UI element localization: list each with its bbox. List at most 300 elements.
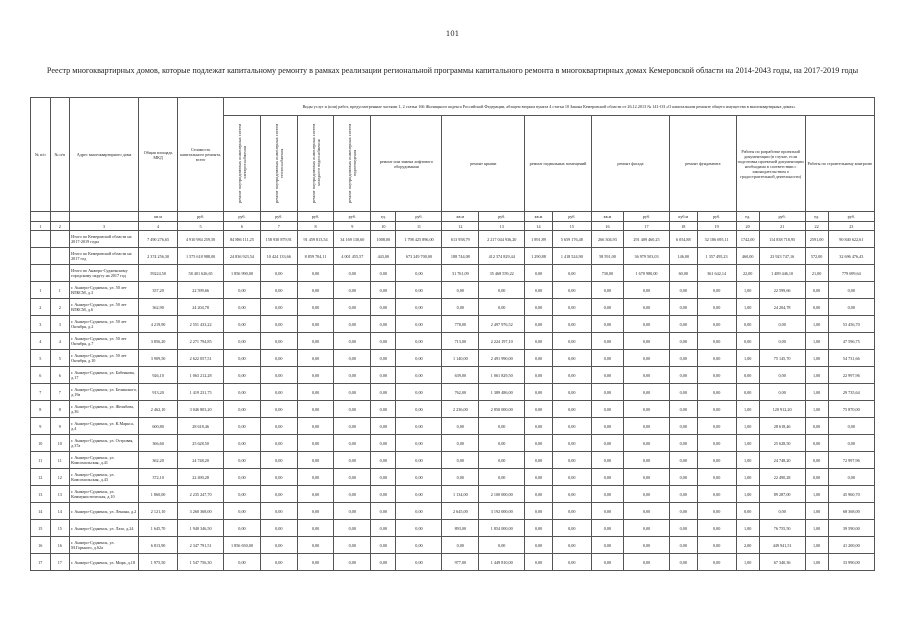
table-cell: 0,00 — [525, 435, 553, 452]
table-cell: 0,00 — [552, 316, 591, 333]
table-cell: 1,00 — [736, 452, 759, 469]
table-row — [31, 435, 875, 452]
table-cell: 2 374 256,30 — [139, 248, 178, 265]
table-cell: г. Анжеро-Судженск, ул. Желябова, д.36 — [70, 401, 139, 418]
table-cell: 0,00 — [371, 384, 396, 401]
table-row — [31, 503, 875, 520]
table-cell: 24 204,78 — [759, 299, 805, 316]
table-cell: 0,00 — [396, 418, 442, 435]
table-cell: 0,00 — [396, 299, 442, 316]
table-cell: 0,00 — [552, 469, 591, 486]
table-cell: 2 224 197,10 — [479, 333, 525, 350]
table-cell: 613 958,79 — [442, 231, 479, 248]
table-cell: 0,00 — [396, 316, 442, 333]
table-cell: 0,00 — [297, 367, 334, 384]
table-cell: 0,00 — [591, 503, 623, 520]
table-cell: 76 755,50 — [759, 520, 805, 537]
table-cell: г. Анжеро-Судженск, ул. 50 лет Октября, д.2 — [70, 316, 139, 333]
table-cell: 926,10 — [139, 367, 178, 384]
table-cell: 1,00 — [736, 435, 759, 452]
table-cell: 639,00 — [442, 367, 479, 384]
table-cell: 0,00 — [371, 486, 396, 503]
table-cell: 0,00 — [591, 282, 623, 299]
table-cell: 2 622 057,51 — [178, 350, 224, 367]
table-cell: 0,00 — [552, 350, 591, 367]
table-cell: 0,00 — [697, 554, 736, 571]
table-cell: 2,00 — [736, 537, 759, 554]
table-cell: 0,00 — [697, 452, 736, 469]
table-cell: 58 401 626,65 — [178, 265, 224, 282]
table-cell: 0,00 — [260, 299, 297, 316]
table-cell: 0,00 — [297, 418, 334, 435]
table-cell: 0,00 — [591, 333, 623, 350]
table-cell: 0,00 — [525, 384, 553, 401]
table-cell: 0,00 — [479, 435, 525, 452]
table-cell: 0,00 — [736, 367, 759, 384]
table-row — [31, 486, 875, 503]
table-cell: 0,00 — [396, 452, 442, 469]
table-cell: 0,00 — [371, 401, 396, 418]
table-cell: 2 497 976,52 — [479, 316, 525, 333]
table-cell: 0,00 — [334, 520, 371, 537]
table-cell: 1,00 — [736, 486, 759, 503]
table-cell: 0,00 — [396, 469, 442, 486]
table-cell: 4 001 455,57 — [334, 248, 371, 265]
table-row — [31, 537, 875, 554]
table-cell: 0,00 — [525, 503, 553, 520]
table-cell: 0,00 — [297, 435, 334, 452]
table-cell: 913,20 — [139, 384, 178, 401]
table-cell: 1,00 — [736, 401, 759, 418]
table-cell: 2 — [31, 299, 51, 316]
table-cell: 0,00 — [396, 384, 442, 401]
table-cell: 24 748,20 — [759, 452, 805, 469]
table-cell: 449 941,51 — [759, 537, 805, 554]
table-cell: 0,00 — [334, 486, 371, 503]
table-cell: 0,00 — [624, 418, 670, 435]
header-address: Адрес многоквартирного дома — [70, 98, 139, 212]
table-cell: 1 061 829,50 — [479, 367, 525, 384]
table-cell: 0,00 — [260, 401, 297, 418]
table-cell: 0,00 — [479, 537, 525, 554]
table-cell: 0,00 — [759, 316, 805, 333]
table-cell: 7 490 276,65 — [139, 231, 178, 248]
table-cell: 0,00 — [670, 503, 698, 520]
table-cell: 34 169 130,60 — [334, 231, 371, 248]
table-cell: 0,00 — [297, 537, 334, 554]
table-cell: 361 642,14 — [697, 265, 736, 282]
table-cell: 0,00 — [552, 452, 591, 469]
table-cell: 12 — [31, 469, 51, 486]
table-cell: 0,00 — [552, 520, 591, 537]
table-cell: г. Анжеро-Судженск, ул. Мира, д.18 — [70, 554, 139, 571]
table-cell: 24 204,78 — [178, 299, 224, 316]
table-cell: 412 374 829,44 — [479, 248, 525, 265]
table-cell: 22 997,96 — [828, 367, 874, 384]
table-cell: г. Анжеро-Судженск, ул. Комсомольская, д.43 — [70, 469, 139, 486]
table-cell: 0,00 — [371, 299, 396, 316]
table-cell: 22 599,66 — [759, 282, 805, 299]
table-cell: 0,00 — [334, 299, 371, 316]
table-cell: 0,00 — [670, 418, 698, 435]
table-cell: 13 — [50, 486, 70, 503]
table-cell: 0,00 — [260, 520, 297, 537]
table-cell: 146,00 — [670, 248, 698, 265]
table-cell: 1 975,50 — [139, 554, 178, 571]
table-cell: 0,00 — [670, 469, 698, 486]
table-cell: 0,00 — [670, 282, 698, 299]
table-cell: 0,00 — [371, 503, 396, 520]
table-cell: г. Анжеро-Судженск, ул. Коммунистическая, д.10 — [70, 486, 139, 503]
table-cell: 0,00 — [624, 299, 670, 316]
table-cell: 0,00 — [297, 452, 334, 469]
table-cell: 114 838 718,95 — [759, 231, 805, 248]
table-cell: 0,00 — [591, 554, 623, 571]
table-cell: 0,00 — [371, 469, 396, 486]
table-cell: 0,00 — [260, 316, 297, 333]
table-cell: 0,00 — [224, 282, 261, 299]
table-cell: 9 — [31, 418, 51, 435]
table-cell: 1 389 486,00 — [479, 384, 525, 401]
table-cell: 0,00 — [670, 537, 698, 554]
table-cell: 0,00 — [297, 401, 334, 418]
table-cell: 0,00 — [396, 435, 442, 452]
table-cell: 0,00 — [479, 418, 525, 435]
table-cell: 0,00 — [591, 384, 623, 401]
table-row — [31, 350, 875, 367]
table-cell: 3 — [31, 316, 51, 333]
table-cell: 12 — [50, 469, 70, 486]
table-cell: 0,00 — [297, 282, 334, 299]
table-cell: 0,00 — [442, 435, 479, 452]
table-cell: 17 — [31, 554, 51, 571]
table-cell: 24 748,20 — [178, 452, 224, 469]
table-cell: 0,00 — [552, 486, 591, 503]
table-cell: 8 859 704,11 — [297, 248, 334, 265]
units-row: кв.м руб. руб. руб. руб. руб. ед. руб. кв.м руб. кв.м руб. кв.м руб. куб.м руб. ед. руб. ед. руб. — [31, 212, 875, 222]
table-cell: 2 551 433,22 — [178, 316, 224, 333]
table-cell: 0,00 — [396, 401, 442, 418]
table-cell: 0,00 — [525, 486, 553, 503]
table-cell: 0,00 — [297, 520, 334, 537]
table-cell: 188 744,08 — [442, 248, 479, 265]
table-row — [31, 401, 875, 418]
table-cell: 0,00 — [396, 265, 442, 282]
table-cell: 0,00 — [334, 282, 371, 299]
table-cell: 0,00 — [828, 469, 874, 486]
table-cell: 1,00 — [736, 299, 759, 316]
table-cell: 1 575 618 988,00 — [178, 248, 224, 265]
table-cell: 22 490,28 — [759, 469, 805, 486]
table-cell: 0,00 — [260, 503, 297, 520]
table-cell: 0,00 — [260, 333, 297, 350]
table-cell: 0,00 — [224, 316, 261, 333]
table-cell: 0,00 — [442, 452, 479, 469]
table-cell: 2591,00 — [805, 231, 828, 248]
table-cell: 11 — [31, 452, 51, 469]
table-row — [31, 265, 875, 282]
table-cell: 0,00 — [224, 486, 261, 503]
table-cell: 0,00 — [260, 537, 297, 554]
table-cell: 0,00 — [759, 333, 805, 350]
table-cell: г. Анжеро-Судженск, ул. Островая, д.37а — [70, 435, 139, 452]
table-cell: 0,00 — [525, 452, 553, 469]
table-cell: 0,00 — [670, 299, 698, 316]
table-cell: 3 — [50, 316, 70, 333]
table-cell: 0,00 — [297, 469, 334, 486]
table-cell: 0,00 — [260, 367, 297, 384]
table-cell: 0,00 — [552, 299, 591, 316]
table-row — [31, 248, 875, 265]
table-cell: 0,00 — [670, 333, 698, 350]
table-cell: 1,00 — [736, 418, 759, 435]
table-cell: 0,00 — [525, 333, 553, 350]
table-cell: 0,00 — [624, 316, 670, 333]
table-cell: 53 456,70 — [828, 316, 874, 333]
table-cell: 0,00 — [552, 265, 591, 282]
table-cell: 0,00 — [224, 401, 261, 418]
table-cell: 0,00 — [224, 384, 261, 401]
table-cell: 0,00 — [624, 469, 670, 486]
table-cell: 0,00 — [396, 503, 442, 520]
table-cell: 45 960,70 — [828, 486, 874, 503]
table-cell: 0,00 — [697, 384, 736, 401]
table-cell: 0,00 — [334, 333, 371, 350]
table-cell: 0,00 — [624, 333, 670, 350]
table-cell: 0,00 — [697, 299, 736, 316]
table-cell: 0,00 — [552, 503, 591, 520]
table-cell: 0,00 — [224, 503, 261, 520]
table-cell: 0,00 — [334, 401, 371, 418]
table-cell: 6 — [50, 367, 70, 384]
table-cell: 47 596,75 — [828, 333, 874, 350]
table-cell: 24 836 923,54 — [224, 248, 261, 265]
table-cell: 0,00 — [591, 537, 623, 554]
table-cell: 0,00 — [697, 316, 736, 333]
table-cell: 1,00 — [736, 554, 759, 571]
header-no: № п/п — [50, 98, 70, 212]
table-cell: г. Анжеро-Судженск, ул. Комсомольская, д.41 — [70, 452, 139, 469]
table-row — [31, 333, 875, 350]
table-cell: 291 409 460,25 — [624, 231, 670, 248]
table-row — [31, 316, 875, 333]
table-cell: 0,00 — [624, 520, 670, 537]
table-cell: 0,00 — [479, 299, 525, 316]
table-cell: 5 659 176,48 — [552, 231, 591, 248]
table-cell: 75 145,70 — [759, 350, 805, 367]
table-cell: 3 909,50 — [139, 350, 178, 367]
table-cell: 266 304,93 — [591, 231, 623, 248]
header-foundation: ремонт фундамента — [670, 116, 737, 212]
table-cell: 5 — [50, 350, 70, 367]
table-cell: 0,00 — [591, 452, 623, 469]
table-cell: 0,00 — [396, 486, 442, 503]
table-cell: 8 — [31, 401, 51, 418]
header-sewerage: ремонт внутридомовых инженерных систем водоотведения — [334, 116, 371, 212]
table-cell: 5 — [31, 350, 51, 367]
table-cell: 0,00 — [591, 367, 623, 384]
table-cell: 1 290,88 — [525, 248, 553, 265]
table-cell: 0,00 — [297, 265, 334, 282]
table-cell: 0,00 — [591, 486, 623, 503]
table-cell: 0,00 — [828, 418, 874, 435]
table-cell: 1 891,89 — [525, 231, 553, 248]
table-cell: 0,00 — [552, 333, 591, 350]
table-cell: 10 — [31, 435, 51, 452]
table-cell: 0,00 — [442, 299, 479, 316]
table-cell: 1 940 346,50 — [178, 520, 224, 537]
table-cell: 0,00 — [525, 316, 553, 333]
table-cell: 0,00 — [697, 401, 736, 418]
table-cell: 2 — [50, 299, 70, 316]
table-cell: 8 — [50, 401, 70, 418]
table-cell: 0,00 — [525, 282, 553, 299]
table-cell: 6 054,88 — [670, 231, 698, 248]
table-cell: 0,00 — [525, 520, 553, 537]
table-cell — [50, 248, 70, 265]
table-cell: 0,00 — [224, 333, 261, 350]
table-cell: 1,00 — [805, 333, 828, 350]
table-cell: 6 813,90 — [139, 537, 178, 554]
table-cell: 0,00 — [371, 537, 396, 554]
table-cell: 0,00 — [334, 316, 371, 333]
table-cell: 2 217 044 936,20 — [479, 231, 525, 248]
table-cell: 1,00 — [805, 537, 828, 554]
table-cell: 0,00 — [828, 299, 874, 316]
table-cell: 28 618,46 — [178, 418, 224, 435]
table-cell: 0,00 — [297, 316, 334, 333]
table-cell: 0,00 — [759, 503, 805, 520]
table-cell: 75 870,00 — [828, 401, 874, 418]
table-cell: 14 — [50, 503, 70, 520]
header-elevator: ремонт или замена лифтового оборудования — [371, 116, 442, 212]
table-cell: 36 979 503,03 — [624, 248, 670, 265]
table-cell: 4 219,90 — [139, 316, 178, 333]
table-cell: 0,00 — [552, 537, 591, 554]
table-cell: г. Анжеро-Судженск, ул. К.Маркса, д.4 — [70, 418, 139, 435]
table-cell: 33 990,00 — [828, 554, 874, 571]
table-row — [31, 520, 875, 537]
table-cell: 0,00 — [552, 282, 591, 299]
table-cell: 0,00 — [525, 265, 553, 282]
table-cell: 1,00 — [736, 282, 759, 299]
table-cell: 0,00 — [670, 554, 698, 571]
table-cell: 0,00 — [260, 350, 297, 367]
table-cell: 0,00 — [260, 452, 297, 469]
table-cell: 1 419 231,75 — [178, 384, 224, 401]
table-cell: 1 645,70 — [139, 520, 178, 537]
table-cell: 0,00 — [828, 435, 874, 452]
table-cell: 1 — [31, 282, 51, 299]
table-cell: 3 046 803,20 — [178, 401, 224, 418]
table-cell: г. Анжеро-Судженск, ул. Бабенкова, д.17 — [70, 367, 139, 384]
table-cell: 0,00 — [697, 503, 736, 520]
registry-table — [30, 97, 875, 571]
table-cell: 0,00 — [624, 503, 670, 520]
table-cell: 21,00 — [805, 265, 828, 282]
table-cell: 0,00 — [624, 350, 670, 367]
table-cell: г. Анжеро-Судженск, ул. Ленина, д.2 — [70, 503, 139, 520]
table-cell: 0,00 — [371, 554, 396, 571]
table-cell: 0,00 — [396, 520, 442, 537]
table-cell: 1 — [50, 282, 70, 299]
table-row — [31, 469, 875, 486]
table-cell: 72 997,96 — [828, 452, 874, 469]
table-cell: 0,00 — [624, 537, 670, 554]
table-cell: 13 — [31, 486, 51, 503]
table-cell: г. Анжеро-Судженск, ул. 50 лет Октября, д.7 — [70, 333, 139, 350]
table-cell: 0,00 — [224, 435, 261, 452]
table-cell: 39 590,00 — [828, 520, 874, 537]
header-works-group: Виды услуг и (или) работ, предусмотренные частями 1, 2 статьи 166 Жилищного кодекса Российской Федерации, абзацем вторым пункта 4 статьи 10 Закона Кемеровской области от 26.12.2013 № 141-ОЗ «О капитальном ремонте общего имущества в многоквартирных домах» — [224, 98, 875, 116]
table-cell: 357,20 — [139, 282, 178, 299]
table-cell: 0,00 — [297, 299, 334, 316]
table-cell: 0,00 — [371, 418, 396, 435]
table-cell: 0,00 — [442, 282, 479, 299]
table-cell: 0,00 — [371, 333, 396, 350]
table-cell: 977,00 — [442, 554, 479, 571]
table-cell: 0,00 — [670, 384, 698, 401]
table-cell: 0,00 — [442, 537, 479, 554]
table-cell — [50, 231, 70, 248]
table-cell: 10 424 133,66 — [260, 248, 297, 265]
table-cell: 0,00 — [371, 452, 396, 469]
table-cell: 4 910 984 259,50 — [178, 231, 224, 248]
table-cell: 600,80 — [139, 418, 178, 435]
table-cell: 1,00 — [805, 367, 828, 384]
table-cell: 0,00 — [371, 282, 396, 299]
page-number: 101 — [445, 30, 460, 38]
table-cell: 0,00 — [697, 469, 736, 486]
table-cell: 0,00 — [552, 367, 591, 384]
table-cell: 0,00 — [697, 435, 736, 452]
table-cell: 0,00 — [371, 435, 396, 452]
header-facade: ремонт фасада — [591, 116, 669, 212]
table-cell: 0,00 — [670, 435, 698, 452]
table-cell: 1 854 000,00 — [479, 520, 525, 537]
table-cell: 730,00 — [591, 265, 623, 282]
table-cell: 31 761,09 — [442, 265, 479, 282]
table-cell: 0,00 — [591, 299, 623, 316]
table-cell: 0,00 — [828, 282, 874, 299]
table-cell: 91 459 813,54 — [297, 231, 334, 248]
table-cell: 0,00 — [805, 452, 828, 469]
table-cell: 0,00 — [334, 537, 371, 554]
table-cell: 0,00 — [525, 367, 553, 384]
table-cell: 778,00 — [442, 316, 479, 333]
table-cell: 29 735,64 — [828, 384, 874, 401]
table-cell: 0,00 — [736, 503, 759, 520]
table-cell: 0,00 — [525, 350, 553, 367]
table-cell: 673 249 700,00 — [396, 248, 442, 265]
table-cell: 0,00 — [697, 537, 736, 554]
table-cell: 16 — [50, 537, 70, 554]
table-cell: 0,00 — [736, 384, 759, 401]
table-cell: 0,00 — [334, 384, 371, 401]
table-cell: 1,00 — [805, 384, 828, 401]
table-cell: 54 731,66 — [828, 350, 874, 367]
table-cell: 67 340,36 — [759, 554, 805, 571]
table-cell: 4 — [50, 333, 70, 350]
table-cell: 0,00 — [260, 418, 297, 435]
table-cell: 0,00 — [591, 316, 623, 333]
table-cell: 1,00 — [805, 316, 828, 333]
table-cell: 0,00 — [297, 384, 334, 401]
table-cell: 443,00 — [371, 248, 396, 265]
table-cell: 1 860,00 — [139, 486, 178, 503]
table-cell: 0,00 — [736, 316, 759, 333]
table-cell: 0,00 — [525, 418, 553, 435]
